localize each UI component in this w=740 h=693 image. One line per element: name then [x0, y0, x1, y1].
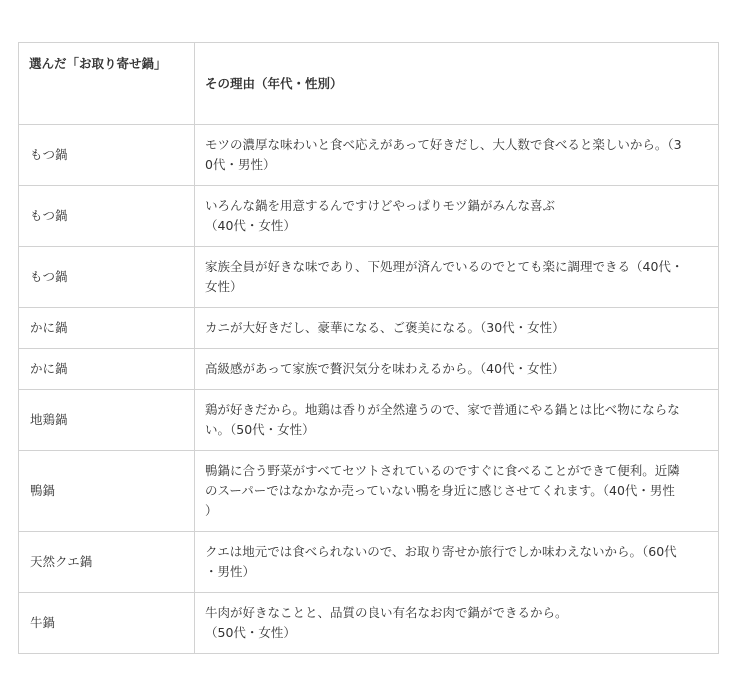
table-row	[19, 247, 719, 308]
table-row	[19, 532, 719, 593]
reason-cell	[195, 532, 719, 593]
reason-cell	[195, 247, 719, 308]
table-header-row	[19, 43, 719, 125]
reason-line: 鶏が好きだから。地鶏は香りが全然違うので、家で普通にやる鍋とは比べ物にならな	[205, 402, 680, 417]
nabe-name-cell: かに鍋	[19, 349, 195, 390]
reason-cell	[195, 390, 719, 451]
reason-cell	[195, 308, 719, 349]
nabe-name-cell: 鴨鍋	[19, 451, 195, 532]
table-row	[19, 186, 719, 247]
table-row	[19, 308, 719, 349]
table-row	[19, 451, 719, 532]
survey-table	[18, 42, 719, 654]
reason-line: クエは地元では食べられないので、お取り寄せか旅行でしか味わえないから。（60代	[205, 544, 677, 559]
nabe-name-cell: もつ鍋	[19, 247, 195, 308]
reason-line: （40代・女性）	[205, 218, 296, 233]
nabe-name-cell: かに鍋	[19, 308, 195, 349]
nabe-name-cell: 牛鍋	[19, 593, 195, 654]
reason-cell	[195, 593, 719, 654]
reason-line: モツの濃厚な味わいと食べ応えがあって好きだし、大人数で食べると楽しいから。（3	[205, 137, 682, 152]
table-row	[19, 125, 719, 186]
reason-line: いろんな鍋を用意するんですけどやっぱりモツ鍋がみんな喜ぶ	[205, 198, 556, 213]
reason-cell	[195, 451, 719, 532]
reason-line: カニが大好きだし、豪華になる、ご褒美になる。（30代・女性）	[205, 320, 565, 335]
reason-line: のスーパーではなかなか売っていない鴨を身近に感じさせてくれます。（40代・男性	[205, 483, 675, 498]
reason-line: 女性）	[205, 279, 243, 294]
reason-line: い。（50代・女性）	[205, 422, 315, 437]
reason-line: 家族全員が好きな味であり、下処理が済んでいるのでとても楽に調理できる（40代・	[205, 259, 684, 274]
header-reason: その理由（年代・性別）	[195, 43, 719, 125]
header-selected-nabe: 選んだ「お取り寄せ鍋」	[19, 43, 195, 125]
reason-line: 0代・男性）	[205, 157, 276, 172]
table-row	[19, 349, 719, 390]
reason-line: （50代・女性）	[205, 625, 296, 640]
table-row	[19, 390, 719, 451]
nabe-name-cell: 天然クエ鍋	[19, 532, 195, 593]
reason-cell	[195, 125, 719, 186]
reason-line: 鴨鍋に合う野菜がすべてセツトされているのですぐに食べることができて便利。近隣	[205, 463, 680, 478]
reason-cell	[195, 349, 719, 390]
reason-line: ）	[205, 503, 218, 518]
survey-table-container	[18, 42, 718, 654]
reason-cell	[195, 186, 719, 247]
reason-line: 高級感があって家族で贅沢気分を味わえるから。（40代・女性）	[205, 361, 565, 376]
reason-line: ・男性）	[205, 564, 256, 579]
table-row	[19, 593, 719, 654]
nabe-name-cell: もつ鍋	[19, 186, 195, 247]
nabe-name-cell: 地鶏鍋	[19, 390, 195, 451]
nabe-name-cell: もつ鍋	[19, 125, 195, 186]
reason-line: 牛肉が好きなことと、品質の良い有名なお肉で鍋ができるから。	[205, 605, 568, 620]
